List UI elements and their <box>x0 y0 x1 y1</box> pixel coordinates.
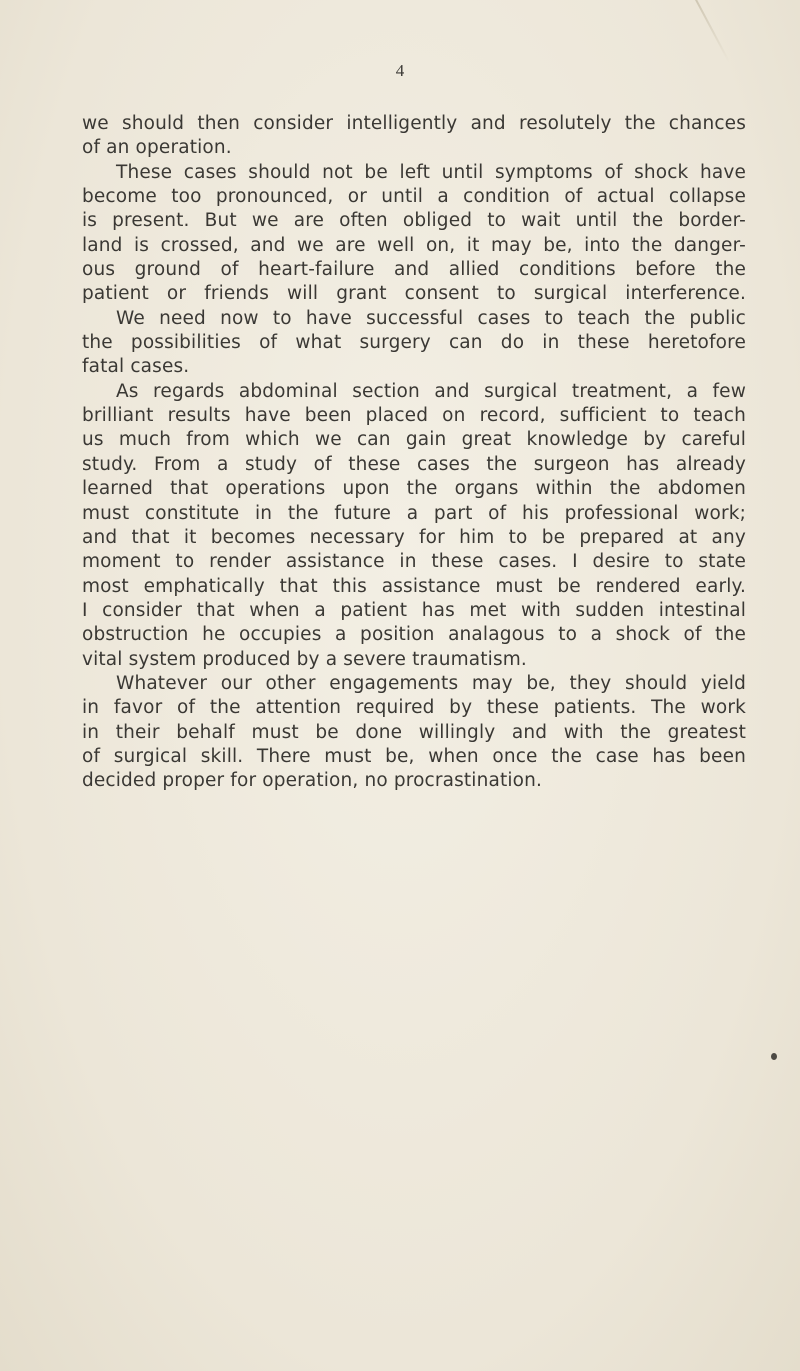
text-line: the possibilities of what surgery can do in these heretofore <box>82 332 746 354</box>
text-line: These cases should not be left until symptoms of shock have <box>116 161 746 183</box>
text-line: brilliant results have been placed on record, sufficient to teach <box>82 405 746 427</box>
page-number: 4 <box>395 61 405 80</box>
text-line: As regards abdominal section and surgical treatment, a few <box>116 380 746 402</box>
text-line: obstruction he occupies a position analagous to a shock of the <box>82 624 746 646</box>
text-line: most emphatically that this assistance must be rendered early. <box>82 575 746 597</box>
text-line: and that it becomes necessary for him to be prepared at any <box>82 526 746 548</box>
text-line: learned that operations upon the organs within the abdomen <box>82 478 746 500</box>
text-line: of an operation. <box>82 137 232 159</box>
text-line: patient or friends will grant consent to surgical interference. <box>82 283 746 305</box>
text-line: study. From a study of these cases the surgeon has already <box>82 453 746 475</box>
text-line: fatal cases. <box>82 356 190 378</box>
text-line: decided proper for operation, no procrastination. <box>82 770 543 792</box>
ink-speck <box>771 1053 777 1060</box>
text-line: Whatever our other engagements may be, they should yield <box>116 672 746 694</box>
text-line: is present. But we are often obliged to wait until the border- <box>82 210 746 232</box>
text-line: we should then consider intelligently and resolutely the chances <box>82 113 746 134</box>
text-line: vital system produced by a severe traumatism. <box>82 648 527 670</box>
text-line: I consider that when a patient has met with sudden intestinal <box>82 599 746 621</box>
text-line: moment to render assistance in these cases. I desire to state <box>82 551 746 573</box>
text-line: of surgical skill. There must be, when once the case has been <box>82 745 746 767</box>
text-line: in their behalf must be done willingly and with the greatest <box>82 721 746 743</box>
text-line: land is crossed, and we are well on, it may be, into the danger- <box>82 234 746 256</box>
text-line: must constitute in the future a part of his professional work; <box>82 502 746 524</box>
text-line: We need now to have successful cases to teach the public <box>116 307 746 329</box>
text-line: become too pronounced, or until a condition of actual collapse <box>82 186 746 208</box>
text-line: us much from which we can gain great knowledge by careful <box>82 429 746 451</box>
text-line: in favor of the attention required by these patients. The work <box>82 697 746 719</box>
body-text <box>82 112 746 794</box>
paper-fold-mark <box>695 0 730 62</box>
text-line: ous ground of heart-failure and allied conditions before the <box>82 259 746 281</box>
